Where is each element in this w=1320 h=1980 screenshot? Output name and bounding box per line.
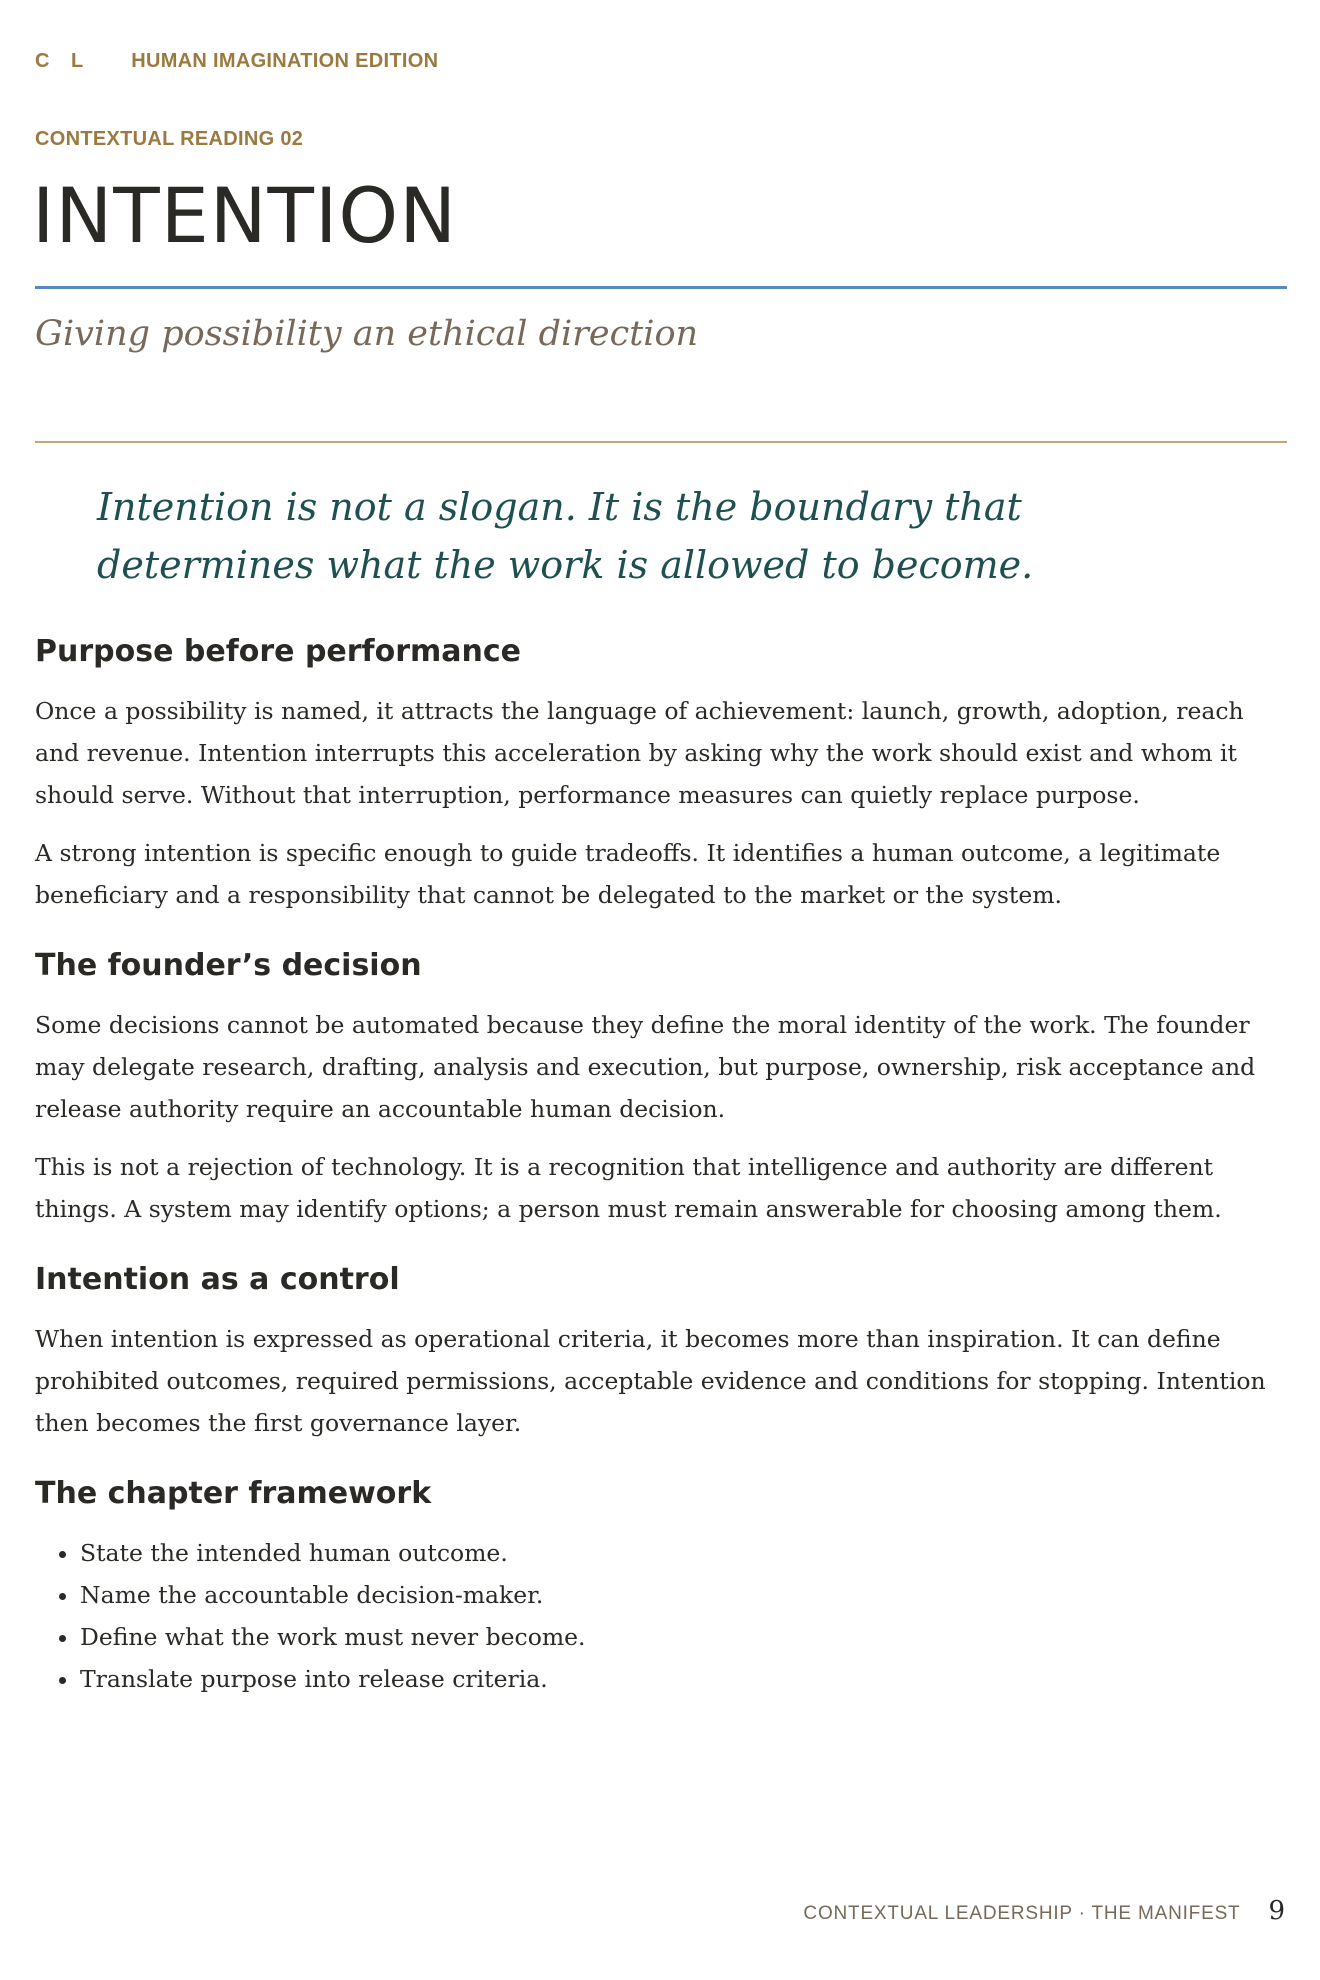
paragraph: When intention is expressed as operational criteria, it becomes more than inspiration. It can define prohibited outcomes, required permissions, acceptable evidence and conditions for stopping. Intention then becomes the first governance layer.	[35, 1325, 1266, 1437]
running-head	[35, 50, 438, 73]
list-item: • State the intended human outcome.	[80, 1532, 1287, 1574]
section-kicker: CONTEXTUAL READING 02	[35, 128, 304, 150]
framework-list	[35, 1532, 1287, 1700]
paragraph: A strong intention is specific enough to guide tradeoffs. It identifies a human outcome, a legitimate beneficiary and a responsibility that cannot be delegated to the market or the system.	[35, 839, 1221, 909]
section-heading: The chapter framework	[35, 1476, 432, 1511]
list-item: • Name the accountable decision-maker.	[80, 1574, 1287, 1616]
section-heading: Purpose before performance	[35, 634, 522, 669]
section-chapter-framework	[35, 1474, 1287, 1700]
section-heading: Intention as a control	[35, 1262, 400, 1297]
article-body	[35, 632, 1287, 1730]
subtitle-divider	[35, 441, 1287, 443]
page-footer	[803, 1896, 1285, 1926]
paragraph: Once a possibility is named, it attracts the language of achievement: launch, growth, adoption, reach and revenue. Intention interrupts this acceleration by asking why the work should exist and whom it should serve. Without that interruption, performance measures can quietly replace purpose.	[35, 697, 1244, 809]
list-item: • Define what the work must never become.	[80, 1616, 1287, 1658]
section-purpose	[35, 632, 1287, 916]
section-heading: The founder’s decision	[35, 948, 422, 983]
section-founders-decision	[35, 946, 1287, 1230]
page-subtitle: Giving possibility an ethical direction	[35, 314, 699, 354]
list-item: • Translate purpose into release criteria.	[80, 1658, 1287, 1700]
title-divider	[35, 286, 1287, 289]
page-title: INTENTION	[32, 171, 458, 260]
logo-mark: C L	[35, 50, 92, 72]
page-number: 9	[1268, 1896, 1285, 1926]
footer-title: CONTEXTUAL LEADERSHIP · THE MANIFEST	[803, 1903, 1241, 1924]
paragraph: Some decisions cannot be automated because they define the moral identity of the work. The founder may delegate research, drafting, analysis and execution, but purpose, ownership, risk acceptance and release authority require an accountable human decision.	[35, 1011, 1256, 1123]
section-intention-control	[35, 1260, 1287, 1444]
edition-label: HUMAN IMAGINATION EDITION	[131, 50, 439, 72]
pull-quote: Intention is not a slogan. It is the boundary that determines what the work is allowed to become.	[97, 485, 1034, 587]
paragraph: This is not a rejection of technology. It is a recognition that intelligence and authority are different things. A system may identify options; a person must remain answerable for choosing among them.	[35, 1153, 1222, 1223]
